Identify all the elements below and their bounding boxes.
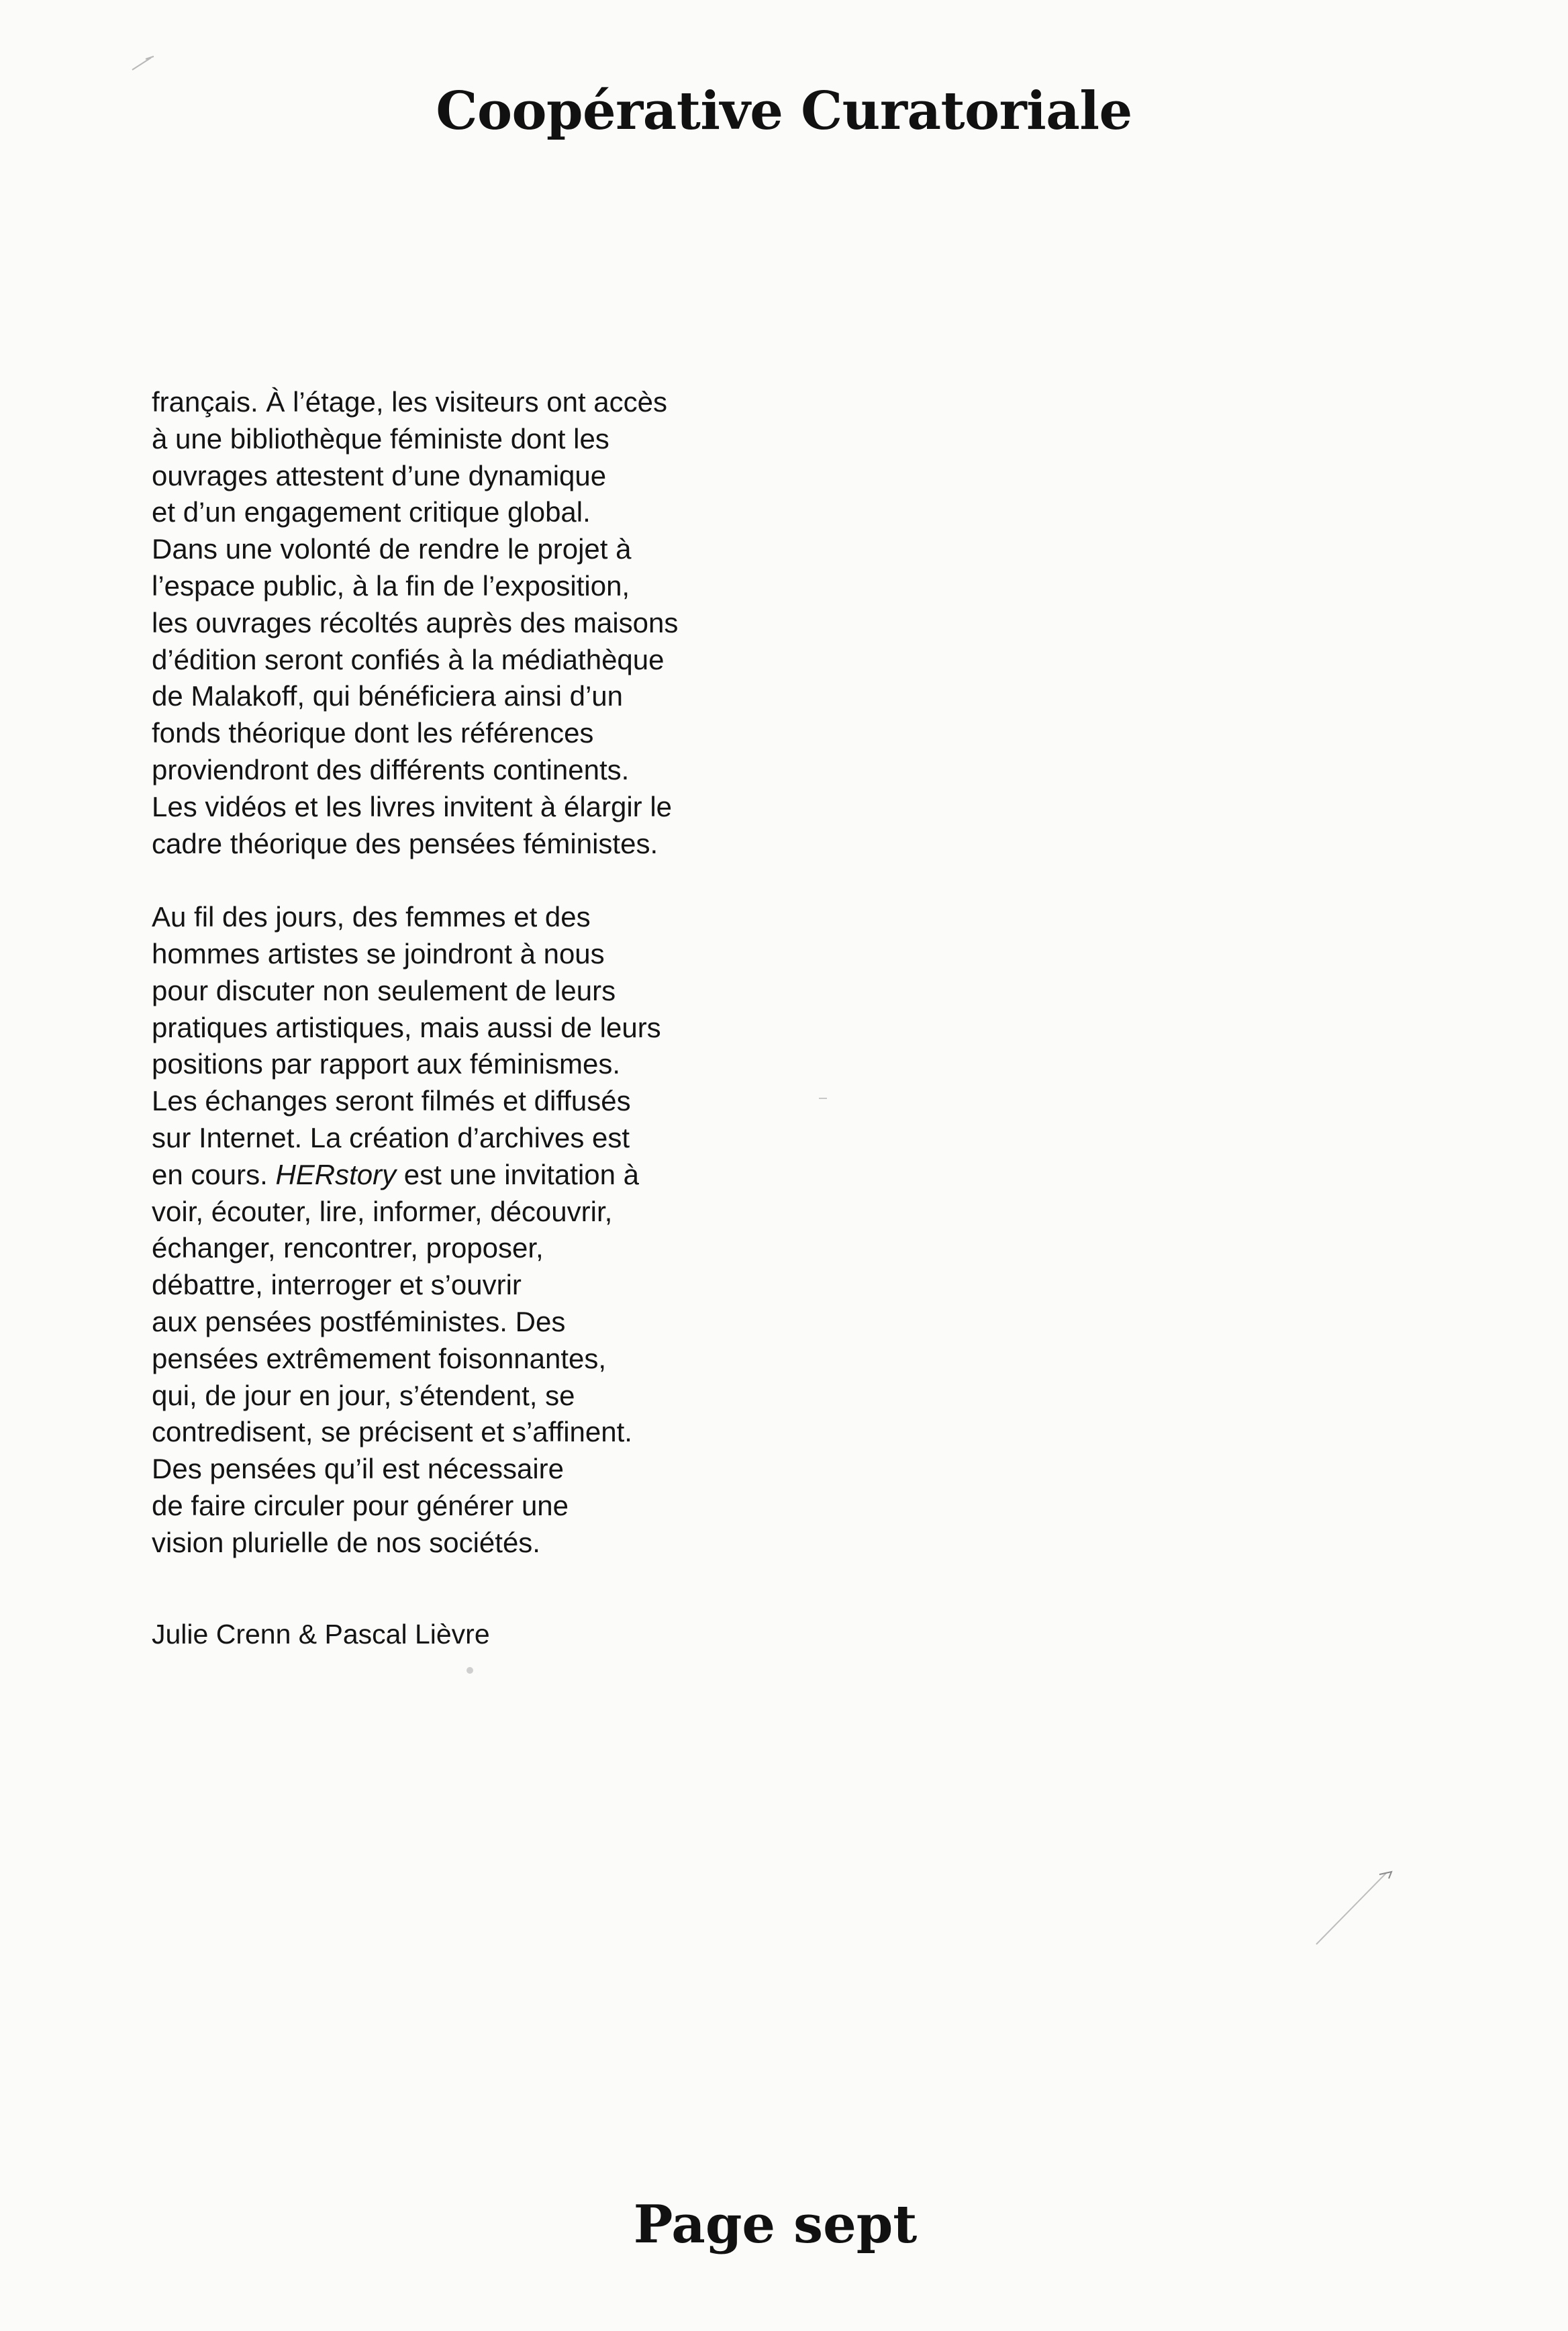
text-line: positions par rapport aux féminismes. — [152, 1048, 620, 1080]
text-line: de Malakoff, qui bénéficiera ainsi d’un — [152, 680, 624, 712]
text-fragment: en cours. — [152, 1158, 276, 1190]
text-fragment: est une invitation à — [396, 1158, 640, 1190]
text-line: aux pensées postféministes. Des — [152, 1305, 566, 1337]
text-line: contredisent, se précisent et s’affinent. — [152, 1416, 632, 1448]
italic-title-herstory: HERstory — [275, 1158, 397, 1190]
text-line: vision plurielle de nos sociétés. — [152, 1526, 540, 1558]
author-signature: Julie Crenn & Pascal Lièvre — [152, 1619, 490, 1650]
text-line: et d’un engagement critique global. — [152, 496, 591, 528]
text-line: hommes artistes se joindront à nous — [152, 937, 605, 969]
paragraph-2 — [152, 899, 823, 1561]
text-line: pour discuter non seulement de leurs — [152, 974, 616, 1006]
text-line: Dans une volonté de rendre le projet à — [152, 533, 632, 565]
page-number-label: Page sept — [633, 2194, 918, 2255]
text-line: voir, écouter, lire, informer, découvrir, — [152, 1195, 613, 1227]
text-line: proviendront des différents continents. — [152, 753, 630, 786]
text-line: de faire circuler pour générer une — [152, 1489, 569, 1521]
text-line: débattre, interroger et s’ouvrir — [152, 1269, 522, 1301]
text-line: cadre théorique des pensées féministes. — [152, 827, 658, 859]
text-line: échanger, rencontrer, proposer, — [152, 1232, 544, 1264]
text-line: d’édition seront confiés à la médiathèque — [152, 643, 665, 675]
text-line: sur Internet. La création d’archives est — [152, 1121, 630, 1153]
paragraph-1 — [152, 384, 823, 862]
text-line: qui, de jour en jour, s’étendent, se — [152, 1379, 575, 1411]
page-header-title: Coopérative Curatoriale — [436, 81, 1132, 142]
scan-speck — [463, 1664, 477, 1677]
text-line: Les échanges seront filmés et diffusés — [152, 1085, 631, 1117]
text-line: Des pensées qu’il est nécessaire — [152, 1453, 565, 1485]
scan-mark-bottom-right — [1312, 1846, 1400, 1947]
text-line: français. À l’étage, les visiteurs ont accès — [152, 386, 668, 418]
text-line: pensées extrêmement foisonnantes, — [152, 1342, 607, 1374]
text-line: l’espace public, à la fin de l’exposition, — [152, 569, 630, 602]
scan-mark-top-left — [131, 52, 158, 73]
text-line: à une bibliothèque féministe dont les — [152, 422, 609, 455]
text-line: Au fil des jours, des femmes et des — [152, 901, 591, 933]
text-line: ouvrages attestent d’une dynamique — [152, 459, 607, 491]
text-line: pratiques artistiques, mais aussi de leurs — [152, 1011, 661, 1043]
text-line: les ouvrages récoltés auprès des maisons — [152, 606, 679, 638]
text-line-with-italic — [152, 1157, 823, 1194]
article-body — [152, 384, 823, 1562]
text-line: Les vidéos et les livres invitent à élargir le — [152, 790, 673, 822]
text-line: fonds théorique dont les références — [152, 717, 594, 749]
